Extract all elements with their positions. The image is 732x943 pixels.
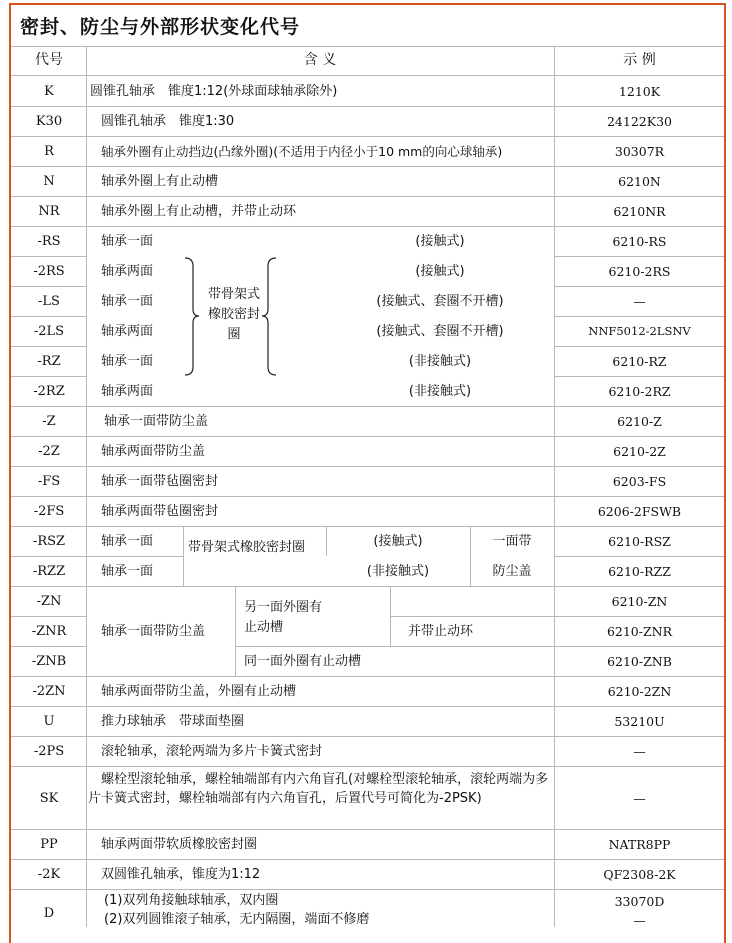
row-example: 6210-ZNB <box>607 654 672 669</box>
row-example: 24122K30 <box>606 114 672 129</box>
row-code: -RZZ <box>32 564 66 579</box>
row-meaning: 轴承外圈有止动挡边(凸缘外圈)(不适用于内径小于10 mm的向心球轴承) <box>101 144 503 159</box>
header-example: 示 例 <box>623 52 656 68</box>
row-example: 6210-RS <box>612 234 667 249</box>
row-code: -2ZN <box>32 684 66 699</box>
row-note: (非接触式) <box>366 564 430 579</box>
row-example: — <box>633 294 646 309</box>
row-meaning: 轴承两面 <box>101 384 154 399</box>
row-example: — <box>633 744 646 759</box>
row-code: U <box>43 714 55 729</box>
row-meaning-line: (1)双列角接触球轴承，双内圈 <box>104 893 279 908</box>
header-meaning: 含 义 <box>303 52 337 68</box>
row-example: 6210N <box>618 174 661 189</box>
row-meaning: 轴承两面带毡圈密封 <box>101 504 219 519</box>
row-example: 6210-2RS <box>608 264 671 279</box>
row-example: 6210NR <box>613 204 666 219</box>
row-example: QF2308-2K <box>603 867 676 882</box>
row-meaning: 轴承两面带防尘盖，外圈有止动槽 <box>101 684 297 699</box>
row-example: 6210-ZN <box>611 594 668 609</box>
row-note: (接触式、套圈不开槽) <box>376 294 504 309</box>
row-code: -LS <box>38 294 60 309</box>
left-brace <box>185 258 199 375</box>
row-example: 6206-2FSWB <box>597 504 682 519</box>
row-meaning: 轴承两面带防尘盖 <box>101 444 206 459</box>
row-code: -RZ <box>37 354 61 369</box>
zn-group-label: 轴承一面带防尘盖 <box>101 624 206 639</box>
row-example: — <box>633 791 646 806</box>
row-meaning: 圆锥孔轴承 锥度1:30 <box>101 114 235 129</box>
zn-same-side: 同一面外圈有止动槽 <box>244 654 362 669</box>
rsz-side2: 防尘盖 <box>492 564 532 579</box>
row-meaning: 轴承一面 <box>101 294 154 309</box>
row-example: 6210-2Z <box>613 444 666 459</box>
row-meaning: 滚轮轴承，滚轮两端为多片卡簧式密封 <box>101 744 323 759</box>
seal-group-label: 带骨架式橡胶密封圈 <box>207 287 260 342</box>
row-code: -FS <box>37 474 61 489</box>
row-code: SK <box>39 791 59 806</box>
row-meaning: 螺栓型滚轮轴承，螺栓轴端部有内六角盲孔(对螺栓型滚轮轴承，滚轮两端为多片卡簧式密封，螺栓轴端部有内六角盲孔，后置代号可简化为-2PSK) <box>88 772 549 806</box>
row-meaning: 轴承一面带毡圈密封 <box>101 474 219 489</box>
row-meaning: 轴承两面 <box>101 324 154 339</box>
row-example: 6210-2RZ <box>608 384 671 399</box>
row-code: -2FS <box>33 504 65 519</box>
rsz-side1: 一面带 <box>492 534 532 549</box>
row-meaning: 轴承两面带软质橡胶密封圈 <box>101 837 258 852</box>
page-title: 密封、防尘与外部形状变化代号 <box>20 16 301 38</box>
row-code: K <box>44 84 54 99</box>
row-meaning: 轴承一面 <box>101 234 154 249</box>
row-code: PP <box>40 837 58 852</box>
row-note: (接触式) <box>415 234 465 249</box>
row-meaning: 轴承一面带防尘盖 <box>104 414 209 429</box>
row-note: (非接触式) <box>408 384 472 399</box>
row-example: 1210K <box>618 84 661 99</box>
row-example: 6210-RZ <box>612 354 667 369</box>
row-note: (接触式、套圈不开槽) <box>376 324 504 339</box>
row-code: D <box>43 906 55 921</box>
row-note: (接触式) <box>415 264 465 279</box>
row-meaning: 轴承外圈上有止动槽 <box>101 174 219 189</box>
row-code: R <box>44 144 54 159</box>
row-code: -2Z <box>38 444 60 459</box>
row-code: -Z <box>42 414 56 429</box>
row-example: 30307R <box>614 144 665 159</box>
row-example: 6210-ZNR <box>606 624 673 639</box>
row-example-line: — <box>633 913 646 928</box>
row-example: 6210-RZZ <box>608 564 671 579</box>
zn-other-side: 另一面外圈有止动槽 <box>244 600 323 635</box>
row-code: -RSZ <box>32 534 66 549</box>
row-code: -ZNR <box>31 624 67 639</box>
row-code: -ZN <box>36 594 62 609</box>
row-note: (接触式) <box>373 534 423 549</box>
row-meaning: 双圆锥孔轴承，锥度为1:12 <box>101 867 261 882</box>
row-meaning-line: (2)双列圆锥滚子轴承，无内隔圈，端面不修磨 <box>104 912 370 927</box>
right-brace <box>262 258 276 375</box>
row-note: (非接触式) <box>408 354 472 369</box>
row-code: -ZNB <box>31 654 67 669</box>
row-example: 6203-FS <box>612 474 667 489</box>
header-code: 代号 <box>35 52 63 68</box>
row-meaning: 圆锥孔轴承 锥度1:12(外球面球轴承除外) <box>90 84 338 99</box>
row-code: -2RS <box>33 264 65 279</box>
row-example: 6210-RSZ <box>608 534 671 549</box>
row-meaning: 轴承一面 <box>101 534 154 549</box>
row-example: NATR8PP <box>608 837 671 852</box>
row-example-line: 33070D <box>614 894 665 909</box>
row-code: -2RZ <box>33 384 65 399</box>
row-meaning: 轴承外圈上有止动槽，并带止动环 <box>101 204 297 219</box>
row-example: 6210-Z <box>617 414 662 429</box>
row-code: NR <box>38 204 60 219</box>
row-code: -2LS <box>33 324 65 339</box>
row-meaning: 轴承两面 <box>101 264 154 279</box>
zn-with-ring: 并带止动环 <box>408 624 474 639</box>
row-meaning: 轴承一面 <box>101 564 154 579</box>
row-meaning: 轴承一面 <box>101 354 154 369</box>
row-code: N <box>43 174 55 189</box>
row-example: 53210U <box>614 714 665 729</box>
rsz-group-label: 带骨架式橡胶密封圈 <box>188 540 306 555</box>
row-meaning: 推力球轴承 带球面垫圈 <box>101 714 245 729</box>
row-example: 6210-2ZN <box>607 684 672 699</box>
row-code: -2PS <box>33 744 65 759</box>
row-code: K30 <box>35 114 63 129</box>
row-code: -2K <box>37 867 61 882</box>
row-code: -RS <box>37 234 61 249</box>
row-example: NNF5012-2LSNV <box>588 324 691 338</box>
